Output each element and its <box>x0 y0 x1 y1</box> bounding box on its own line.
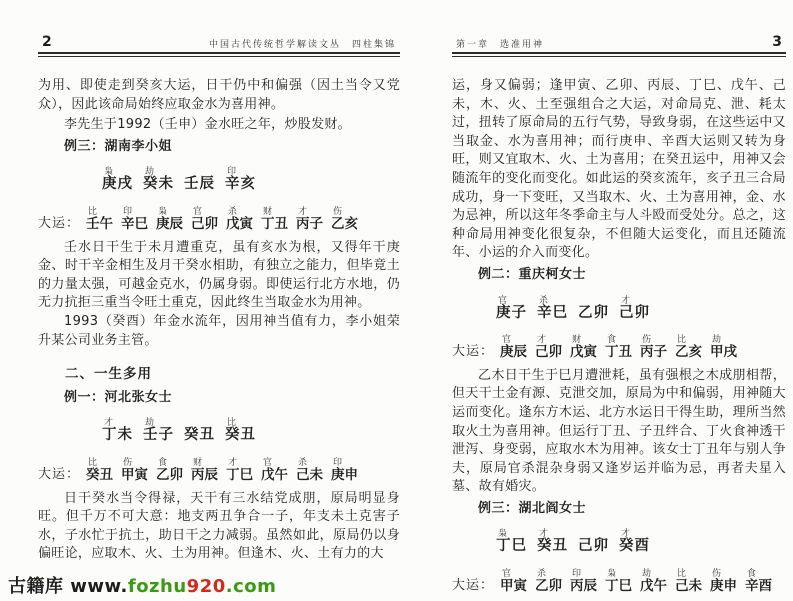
ten-god-label: 比 <box>227 418 237 429</box>
dayun-column <box>156 454 191 485</box>
example-label: 例三：湖北阎女士 <box>478 500 587 516</box>
right-page-number: 3 <box>772 34 782 50</box>
pillar-ganzhi: 丁巳 <box>496 538 527 555</box>
right-page <box>452 34 786 601</box>
ten-god-label: 伤 <box>712 569 722 580</box>
pillar-column <box>496 292 537 323</box>
ten-god-label: 杀 <box>298 457 308 468</box>
dayun-ganzhi: 辛酉 <box>745 578 772 595</box>
ten-god-label: 伤 <box>333 206 343 217</box>
watermark-site: fozhu <box>127 576 187 597</box>
dayun-ganzhi: 戊寅 <box>570 344 597 361</box>
pillar-column <box>225 163 266 194</box>
ten-god-label: 伤 <box>123 457 133 468</box>
dayun-ganzhi: 己卯 <box>535 344 562 361</box>
dayun-ganzhi: 庚辰 <box>500 344 527 361</box>
dayun-label: 大运： <box>452 344 495 360</box>
pillar-ganzhi: 庚戌 <box>102 176 133 193</box>
dayun-ganzhi: 丙子 <box>640 344 667 361</box>
dayun-label: 大运： <box>452 578 495 594</box>
paragraph: 1993（癸酉）年金水流年，因用神当值有力，李小姐荣升某公司业务主管。 <box>38 313 400 348</box>
ten-god-label: 杀 <box>539 295 549 306</box>
watermark-www: www. <box>70 576 128 597</box>
ten-god-label: 印 <box>333 457 343 468</box>
ten-god-label: 官 <box>263 457 273 468</box>
dayun-column <box>745 565 780 596</box>
paragraph: 日干癸水当令得禄，天干有三水结党成朋，原局明显身旺。但千万不可大意：地支两丑争合一子，年支未土克害子水，子水忙于抗土，助日干之力减弱。虽然如此，原局仍以身偏旺论，应取木、火、土为用神。但逢木、火、土有力的大 <box>38 490 400 562</box>
dayun-column <box>710 565 745 596</box>
dayun-column <box>261 454 296 485</box>
pillar-column <box>537 525 578 556</box>
dayun-ganzhi: 戊午 <box>261 466 288 483</box>
dayun-column <box>500 565 535 596</box>
ten-god-label <box>580 525 619 537</box>
dayun-column <box>191 203 226 234</box>
dayun-column <box>86 203 121 234</box>
ten-god-label <box>580 292 619 304</box>
dayun-ganzhi: 甲寅 <box>121 466 148 483</box>
paragraph-continuation: 为用、即使走到癸亥大运，日干仍中和偏强（因土当令又党众），因此该命局始终应取金水为喜用神。 <box>38 78 400 112</box>
ten-god-label: 食 <box>158 457 168 468</box>
dayun-ganzhi: 癸丑 <box>86 466 113 483</box>
paragraph: 乙木日干生于巳月遭泄耗，虽有强根之木成朋相帮，但天干土金有源、克泄交加，原局为中和偏弱，用神随大运而变化。逢东方木运、北方水运日干得生助，理所当然取火土为喜用神。但运行丁丑、子丑绊合、丁火食神透干泄泻、身变弱，应取水木为用神。该女士丁丑年与别人争夫，原局官杀混杂身弱又逢岁运并临为忌，再者夫星入墓、故有婚灾。 <box>452 367 786 495</box>
dayun-ganzhi: 己未 <box>675 578 702 595</box>
bazi-chart <box>452 292 786 362</box>
ten-god-label: 才 <box>539 529 549 540</box>
dayun-column <box>191 454 226 485</box>
dayun-column <box>261 203 296 234</box>
watermark <box>8 572 276 598</box>
ten-god-label: 才 <box>298 206 308 217</box>
dayun-column <box>156 203 191 234</box>
ten-god-label: 比 <box>88 457 98 468</box>
pillar-column <box>225 414 266 445</box>
example-label: 例二：重庆柯女士 <box>478 266 587 282</box>
dayun-column <box>570 331 605 362</box>
dayun-column <box>710 331 745 362</box>
pillar-row <box>102 163 400 194</box>
left-running-title: 中国古代传统哲学解读文丛 四柱集锦 <box>208 40 396 50</box>
dayun-column <box>605 331 640 362</box>
ten-god-label: 食 <box>747 569 757 580</box>
ten-god-label: 杀 <box>228 206 238 217</box>
dayun-column <box>296 203 331 234</box>
pillar-column <box>184 163 225 194</box>
ten-god-label <box>186 163 225 175</box>
dayun-column <box>121 203 156 234</box>
bazi-chart <box>38 414 400 484</box>
dayun-column <box>535 565 570 596</box>
dayun-ganzhi: 庚辰 <box>156 215 183 232</box>
ten-god-label: 印 <box>572 569 582 580</box>
dayun-column <box>226 454 261 485</box>
dayun-ganzhi: 戊寅 <box>226 215 253 232</box>
dayun-ganzhi: 乙卯 <box>535 578 562 595</box>
dayun-column <box>226 203 261 234</box>
ten-god-label: 才 <box>228 457 238 468</box>
ten-god-label: 官 <box>502 569 512 580</box>
ten-god-label: 劫 <box>145 418 155 429</box>
pillar-column <box>496 525 537 556</box>
pillar-ganzhi: 癸未 <box>143 176 174 193</box>
bazi-chart <box>452 525 786 595</box>
dayun-row <box>38 454 400 485</box>
ten-god-label <box>186 414 225 426</box>
dayun-label: 大运： <box>38 215 81 231</box>
dayun-ganzhi: 己未 <box>296 466 323 483</box>
pillar-ganzhi: 癸酉 <box>619 538 650 555</box>
ten-god-label: 官 <box>193 206 203 217</box>
watermark-tld: .com <box>225 576 277 597</box>
ten-god-label: 财 <box>193 457 203 468</box>
pillar-column <box>143 163 184 194</box>
dayun-ganzhi: 丁丑 <box>261 215 288 232</box>
dayun-column <box>605 565 640 596</box>
ten-god-label: 才 <box>104 418 114 429</box>
pillar-ganzhi: 乙卯 <box>578 304 609 321</box>
pillar-ganzhi: 壬辰 <box>184 176 215 193</box>
left-page <box>38 34 400 564</box>
dayun-ganzhi: 丁巳 <box>605 578 632 595</box>
pillar-row <box>496 292 786 323</box>
pillar-row <box>102 414 400 445</box>
dayun-label: 大运： <box>38 466 81 482</box>
dayun-row <box>38 203 400 234</box>
ten-god-label: 才 <box>537 335 547 346</box>
ten-god-label: 劫 <box>712 335 722 346</box>
dayun-column <box>640 331 675 362</box>
dayun-ganzhi: 乙亥 <box>675 344 702 361</box>
dayun-ganzhi: 壬午 <box>86 215 113 232</box>
pillar-ganzhi: 己卯 <box>578 538 609 555</box>
ten-god-label: 比 <box>677 335 687 346</box>
left-header-rule <box>38 52 400 57</box>
pillar-column <box>619 525 660 556</box>
pillar-column <box>102 414 143 445</box>
ten-god-label: 才 <box>621 295 631 306</box>
pillar-column <box>184 414 225 445</box>
dayun-column <box>535 331 570 362</box>
pillar-ganzhi: 壬子 <box>143 427 174 444</box>
ten-god-label: 财 <box>263 206 273 217</box>
ten-god-label: 杀 <box>537 569 547 580</box>
right-page-header <box>452 34 786 50</box>
dayun-column <box>296 454 331 485</box>
right-running-title: 第一章 选准用神 <box>456 40 545 50</box>
ten-god-label: 枭 <box>104 167 114 178</box>
bazi-chart <box>38 163 400 233</box>
ten-god-label: 印 <box>227 167 237 178</box>
dayun-column <box>675 331 710 362</box>
pillar-ganzhi: 癸丑 <box>537 538 568 555</box>
dayun-ganzhi: 丁巳 <box>226 466 253 483</box>
dayun-ganzhi: 丁丑 <box>605 344 632 361</box>
ten-god-label: 财 <box>572 335 582 346</box>
pillar-column <box>537 292 578 323</box>
dayun-ganzhi: 甲寅 <box>500 578 527 595</box>
dayun-ganzhi: 丙辰 <box>570 578 597 595</box>
paragraph: 李先生于1992（壬申）金水旺之年，炒股发财。 <box>64 117 351 133</box>
dayun-column <box>500 331 535 362</box>
ten-god-label: 比 <box>88 206 98 217</box>
ten-god-label: 官 <box>498 295 508 306</box>
ten-god-label: 枭 <box>607 569 617 580</box>
dayun-column <box>86 454 121 485</box>
dayun-ganzhi: 庚申 <box>710 578 737 595</box>
dayun-column <box>331 203 366 234</box>
left-page-header <box>38 34 400 50</box>
paragraph-continuation: 运，身又偏弱；逢甲寅、乙卯、丙辰、丁巳、戊午、己未，木、火、土至强组合之大运，对命局克、泄、耗太过，扭转了原命局的五行气势，导致身弱，在这些运中又当取金、水为喜用神；而行庚申、辛酉大运则又转为身旺，则又宜取木、火、土为喜用；在癸丑运中，用神又会随流年的变化而变化。如此运的癸亥流年，亥子丑三合局成功，身一下变旺，又当取木、火、土为喜用神，金、水为忌神，所以这年冬季命主与人斗殴而受处分。总之，这种命局用神变化很复杂，不但随大运变化，而且还随流年、小运的介入而变化。 <box>452 78 786 261</box>
dayun-ganzhi: 辛巳 <box>121 215 148 232</box>
pillar-ganzhi: 癸丑 <box>184 427 215 444</box>
watermark-label: 古籍库 <box>8 576 71 597</box>
pillar-row <box>496 525 786 556</box>
right-header-rule <box>452 52 786 57</box>
dayun-ganzhi: 丙子 <box>296 215 323 232</box>
dayun-ganzhi: 己卯 <box>191 215 218 232</box>
pillar-column <box>578 525 619 556</box>
section-heading: 二、一生多用 <box>65 366 152 383</box>
dayun-column <box>121 454 156 485</box>
dayun-ganzhi: 丙辰 <box>191 466 218 483</box>
dayun-ganzhi: 庚申 <box>331 466 358 483</box>
ten-god-label: 枭 <box>498 529 508 540</box>
dayun-ganzhi: 甲戌 <box>710 344 737 361</box>
dayun-column <box>675 565 710 596</box>
pillar-ganzhi: 丁未 <box>102 427 133 444</box>
pillar-column <box>102 163 143 194</box>
ten-god-label: 劫 <box>642 569 652 580</box>
pillar-ganzhi: 己卯 <box>619 304 650 321</box>
pillar-column <box>619 292 660 323</box>
ten-god-label: 伤 <box>642 335 652 346</box>
paragraph: 壬水日干生于未月遭重克，虽有亥水为根，又得年干庚金、时干辛金相生及月干癸水相助，有独立之能力，但毕竟土的力量太强，可越金克水，仍属身弱。即使运行北方水地，仍无力抗拒三重当令旺土重克，因此终生当取金水为用神。 <box>38 239 400 311</box>
pillar-column <box>143 414 184 445</box>
ten-god-label: 才 <box>621 529 631 540</box>
left-page-number: 2 <box>42 34 52 50</box>
ten-god-label: 食 <box>607 335 617 346</box>
pillar-ganzhi: 庚子 <box>496 304 527 321</box>
dayun-ganzhi: 乙亥 <box>331 215 358 232</box>
pillar-ganzhi: 癸丑 <box>225 427 256 444</box>
pillar-column <box>578 292 619 323</box>
dayun-ganzhi: 戊午 <box>640 578 667 595</box>
dayun-row <box>452 331 786 362</box>
ten-god-label: 枭 <box>158 206 168 217</box>
ten-god-label: 比 <box>677 569 687 580</box>
example-label: 例三：湖南李小姐 <box>64 138 173 154</box>
ten-god-label: 官 <box>502 335 512 346</box>
dayun-ganzhi: 乙卯 <box>156 466 183 483</box>
watermark-number: 920 <box>186 576 226 597</box>
dayun-row <box>452 565 786 596</box>
example-label: 例一：河北张女士 <box>64 389 173 405</box>
ten-god-label: 印 <box>123 206 133 217</box>
ten-god-label: 劫 <box>145 167 155 178</box>
dayun-column <box>640 565 675 596</box>
dayun-column <box>331 454 366 485</box>
pillar-ganzhi: 辛巳 <box>537 304 568 321</box>
dayun-column <box>570 565 605 596</box>
pillar-ganzhi: 辛亥 <box>225 176 256 193</box>
